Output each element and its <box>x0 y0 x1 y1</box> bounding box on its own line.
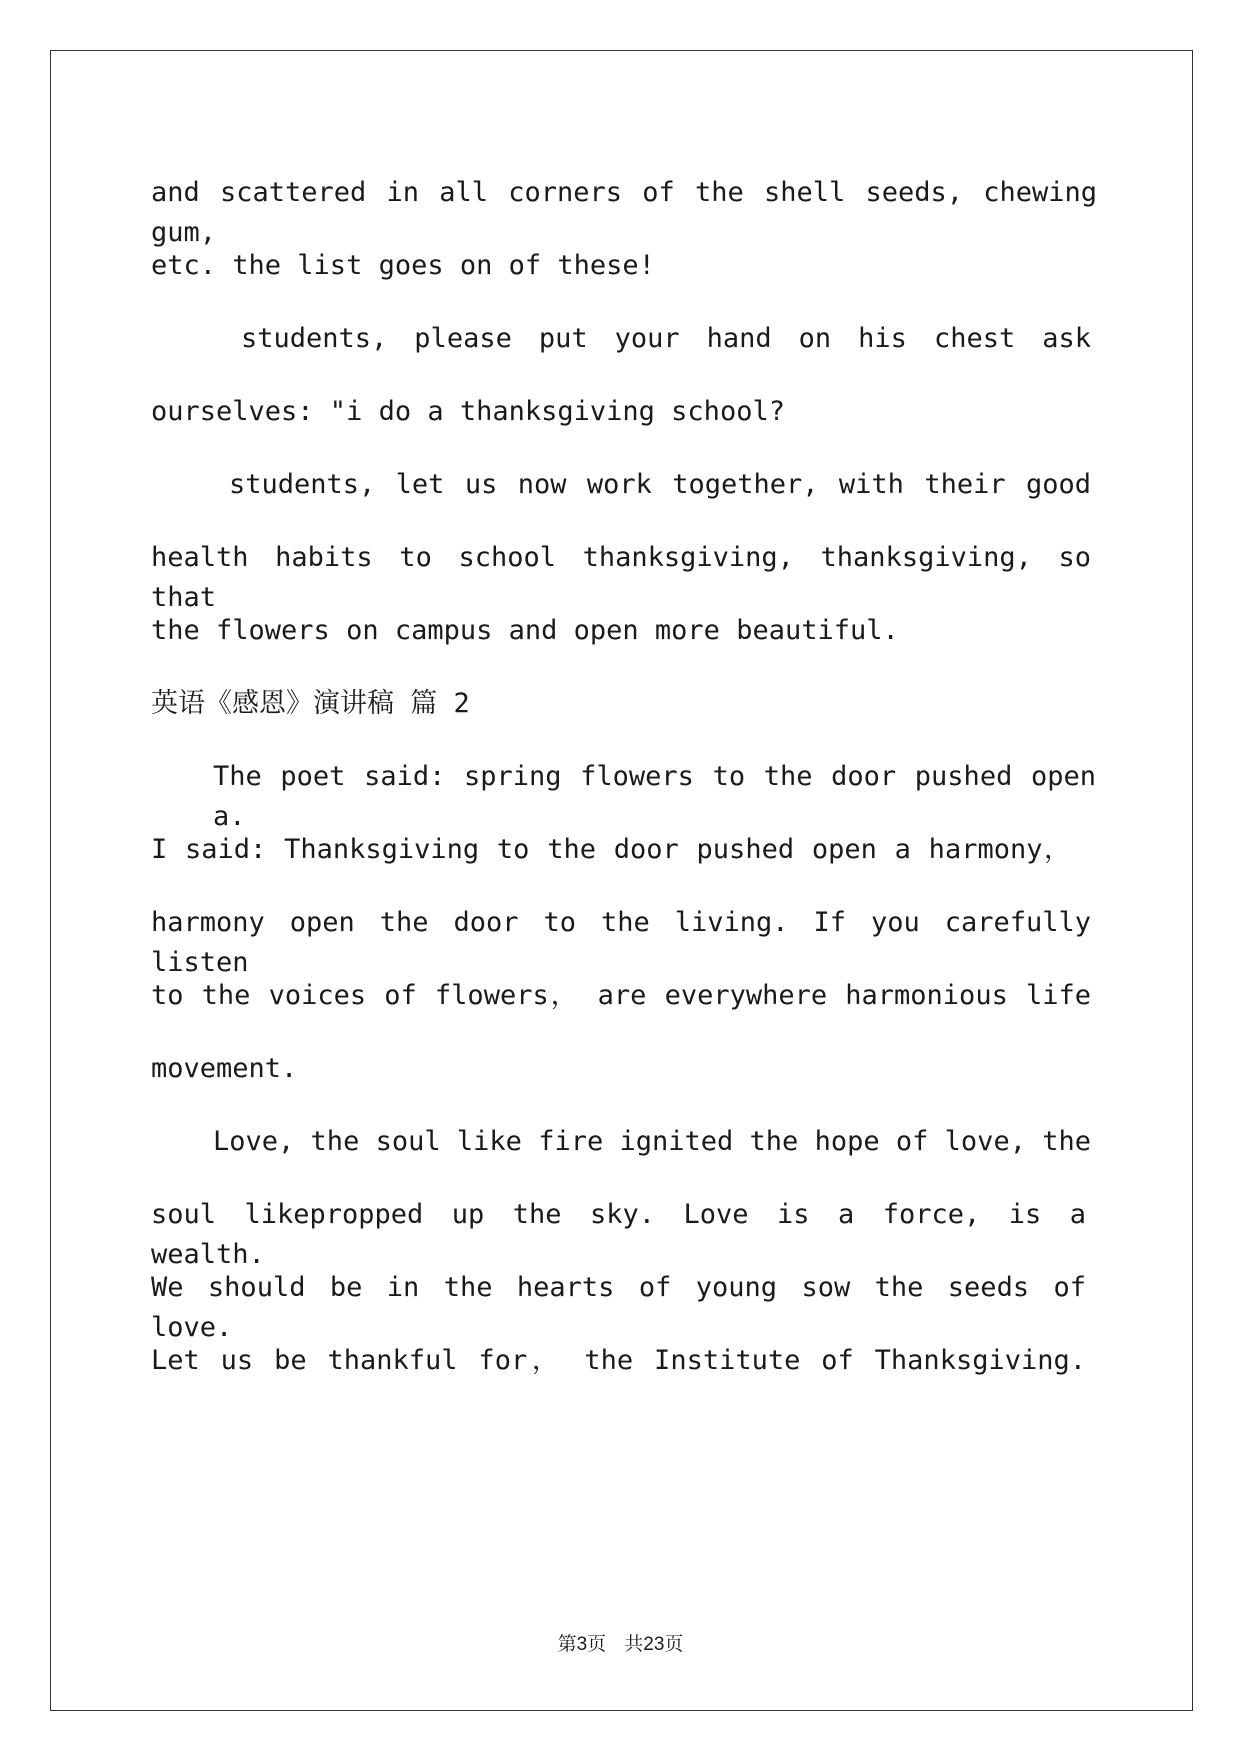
text-line: students, let us now work together, with their good <box>229 469 1091 500</box>
page-footer <box>0 1630 1241 1659</box>
footer-total-pages: 23 <box>643 1634 665 1655</box>
text-line: Let us be thankful for， the Institute of Thanksgiving. <box>151 1345 1086 1376</box>
text-line: soul likepropped up the sky. Love is a force, is a wealth. <box>151 1199 1086 1270</box>
footer-mid: 页 共 <box>587 1633 644 1655</box>
text-line: harmony open the door to the living. If you carefully listen <box>151 907 1091 978</box>
text-line: movement. <box>151 1053 298 1084</box>
text-line: the flowers on campus and open more beautiful. <box>151 615 899 646</box>
text-line: and scattered in all corners of the shell seeds, chewing gum, <box>151 177 1097 248</box>
text-line: health habits to school thanksgiving, thanksgiving, so that <box>151 542 1091 613</box>
text-line: etc. the list goes on of these! <box>151 250 655 281</box>
text-line: to the voices of flowers， are everywhere harmonious life <box>151 980 1091 1011</box>
footer-prefix: 第 <box>557 1633 577 1655</box>
text-line: students, please put your hand on his chest ask <box>241 323 1091 354</box>
text-line: We should be in the hearts of young sow the seeds of love. <box>151 1272 1086 1343</box>
text-line: Love, the soul like fire ignited the hope of love, the <box>213 1126 1091 1157</box>
text-line: The poet said: spring flowers to the door pushed open a. <box>213 761 1096 832</box>
section-heading: 英语《感恩》演讲稿 篇 2 <box>151 688 470 719</box>
footer-suffix: 页 <box>664 1633 684 1655</box>
text-line: ourselves: "i do a thanksgiving school? <box>151 396 785 427</box>
text-line: I said: Thanksgiving to the door pushed open a harmony， <box>151 834 1071 865</box>
page-border <box>50 50 1193 1711</box>
footer-page-number: 3 <box>576 1634 588 1655</box>
